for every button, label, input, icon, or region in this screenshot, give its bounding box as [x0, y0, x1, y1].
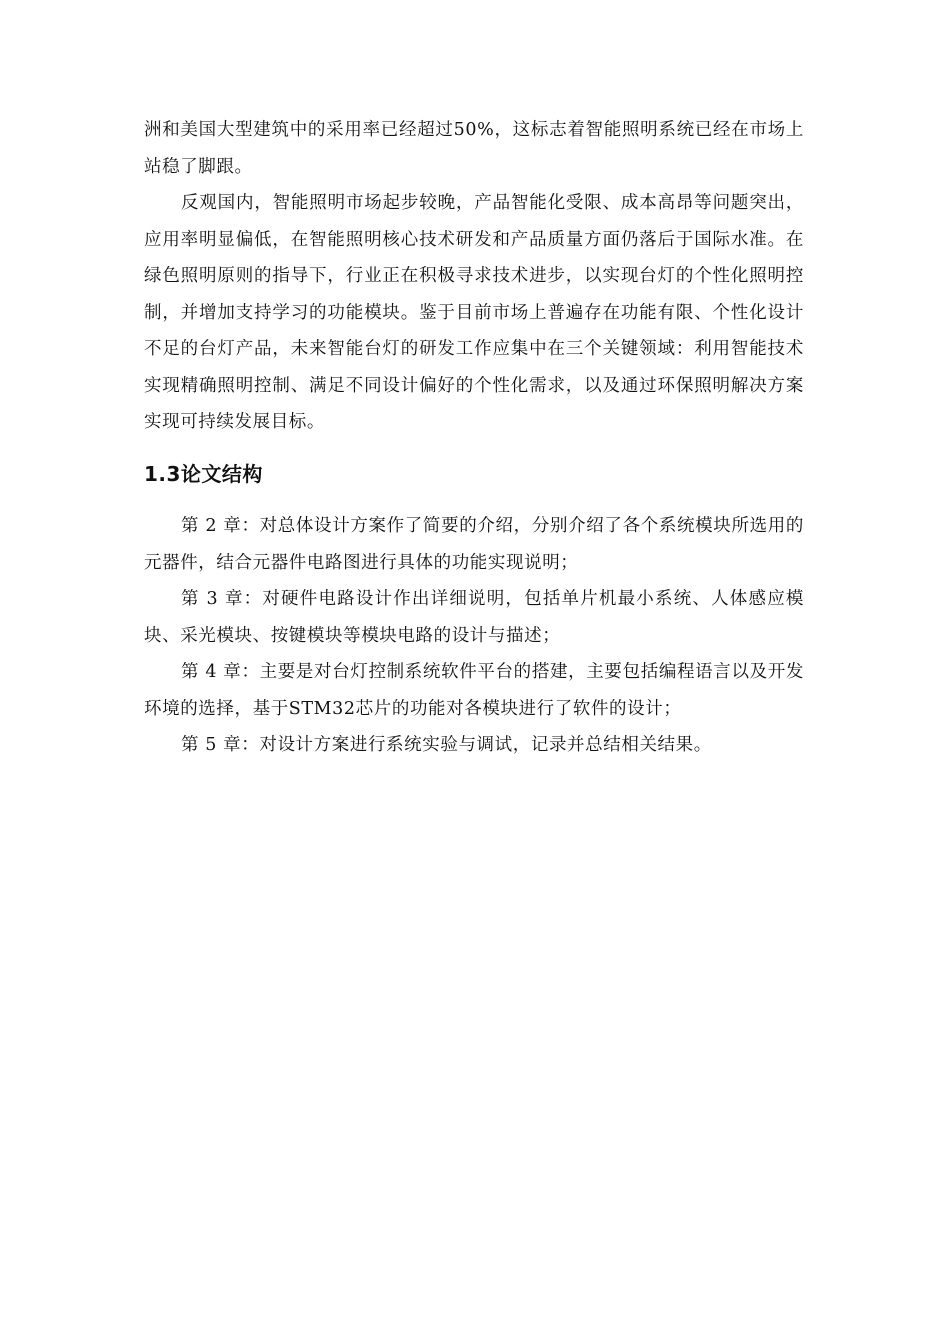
chapter-item: 第 4 章：主要是对台灯控制系统软件平台的搭建，主要包括编程语言以及开发环境的选择，基于STM32芯片的功能对各模块进行了软件的设计；	[144, 662, 804, 719]
section-heading: 1.3论文结构	[144, 462, 263, 486]
chapter-item: 第 5 章：对设计方案进行系统实验与调试，记录并总结相关结果。	[181, 735, 712, 755]
paragraph-text: 洲和美国大型建筑中的采用率已经超过50%，这标志着智能照明系统已经在市场上站稳了脚跟。	[144, 120, 804, 177]
body-paragraph-continued	[144, 112, 804, 185]
chapter-item: 第 3 章：对硬件电路设计作出详细说明，包括单片机最小系统、人体感应模块、采光模块、按键模块等模块电路的设计与描述；	[144, 589, 804, 646]
body-paragraph-domestic	[144, 185, 804, 441]
paragraph-text: 反观国内，智能照明市场起步较晚，产品智能化受限、成本高昂等问题突出，应用率明显偏低，在智能照明核心技术研发和产品质量方面仍落后于国际水准。在绿色照明原则的指导下，行业正在积极寻求技术进步，以实现台灯的个性化照明控制，并增加支持学习的功能模块。鉴于目前市场上普遍存在功能有限、个性化设计不足的台灯产品，未来智能台灯的研发工作应集中在三个关键领域：利用智能技术实现精确照明控制、满足不同设计偏好的个性化需求，以及通过环保照明解决方案实现可持续发展目标。	[144, 193, 804, 432]
chapter-list	[144, 508, 804, 764]
chapter-item: 第 2 章：对总体设计方案作了简要的介绍，分别介绍了各个系统模块所选用的元器件，结合元器件电路图进行具体的功能实现说明；	[144, 516, 804, 573]
